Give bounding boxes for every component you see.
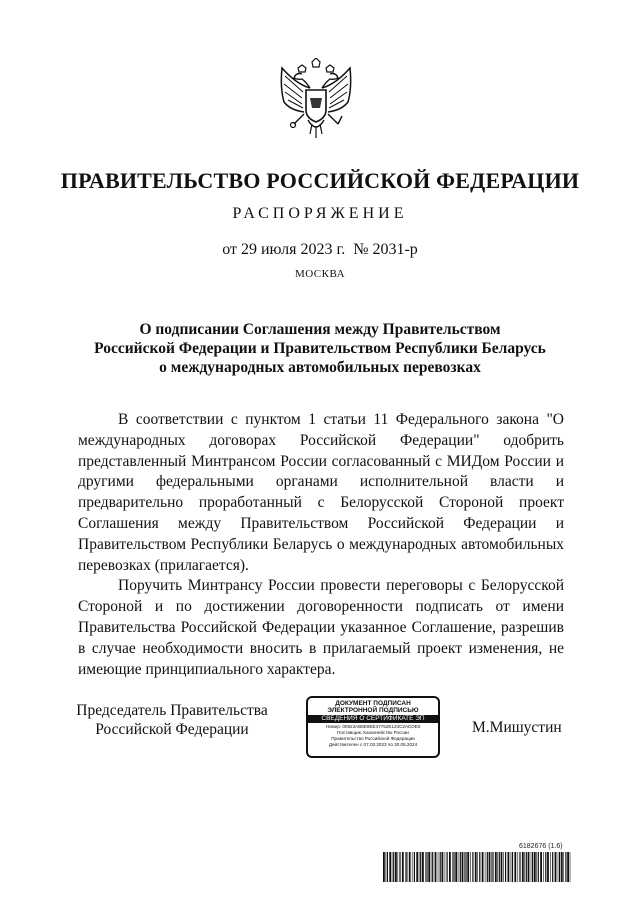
body-paragraph-1: В соответствии с пунктом 1 статьи 11 Федерального закона "О международных договорах Российской Федерации" одобрить представленный Минтрансом России согласованный с МИДом России и другими федеральными органами исполнительной власти и предварительно проработанный с Белорусской Стороной проект Соглашения между Правительством Российской Федерации и Правительством Республики Беларусь о международных автомобильных перевозках (прилагается). [78, 411, 564, 574]
body-paragraph-2: Поручить Минтрансу России провести переговоры с Белорусской Стороной и по достижении договоренности подписать от имени Правительства Российской Федерации указанное Соглашение, разрешив в случае необходимости вносить в прилагаемый проект изменения, не имеющие принципиального характера. [78, 577, 564, 678]
barcode-icon [383, 852, 573, 882]
signatory-position-line-2: Российской Федерации [95, 721, 249, 738]
electronic-signature-stamp [306, 696, 440, 758]
document-body [78, 410, 564, 680]
stamp-validity: Действителен с 07.03.2023 по 30.05.2024 [328, 742, 418, 747]
document-subject [80, 320, 560, 377]
document-date: от 29 июля 2023 г. [222, 241, 346, 258]
subject-line-1: О подписании Соглашения между Правительством [139, 321, 501, 338]
stamp-line-3: СВЕДЕНИЯ О СЕРТИФИКАТЕ ЭП [308, 715, 438, 723]
subject-line-3: о международных автомобильных перевозках [159, 359, 481, 376]
subject-line-2: Российской Федерации и Правительством Республики Беларусь [94, 340, 546, 357]
stamp-cert-number: Номер: 00923АВ6Е9ЕЕ47752Е123С2АСОЕ0 [325, 724, 421, 729]
government-title: ПРАВИТЕЛЬСТВО РОССИЙСКОЙ ФЕДЕРАЦИИ [60, 168, 580, 193]
stamp-line-1: ДОКУМЕНТ ПОДПИСАН [335, 700, 411, 707]
document-city: МОСКВА [294, 268, 346, 280]
document-number: № 2031-р [353, 241, 418, 258]
stamp-issuer: Поставщик: Казначейство России [337, 730, 409, 735]
stamp-owner: Правительство Российской Федерации [331, 736, 415, 741]
signatory-position-line-1: Председатель Правительства [76, 702, 268, 719]
russian-coat-of-arms-icon [276, 58, 356, 146]
signatory-name: М.Мишустин [472, 719, 562, 736]
document-type: РАСПОРЯЖЕНИЕ [232, 205, 408, 222]
document-date-line [0, 241, 640, 259]
signatory-position [62, 701, 282, 739]
stamp-line-2: ЭЛЕКТРОННОЙ ПОДПИСЬЮ [327, 707, 419, 714]
barcode-number: 6182676 (1.6) [519, 843, 563, 850]
